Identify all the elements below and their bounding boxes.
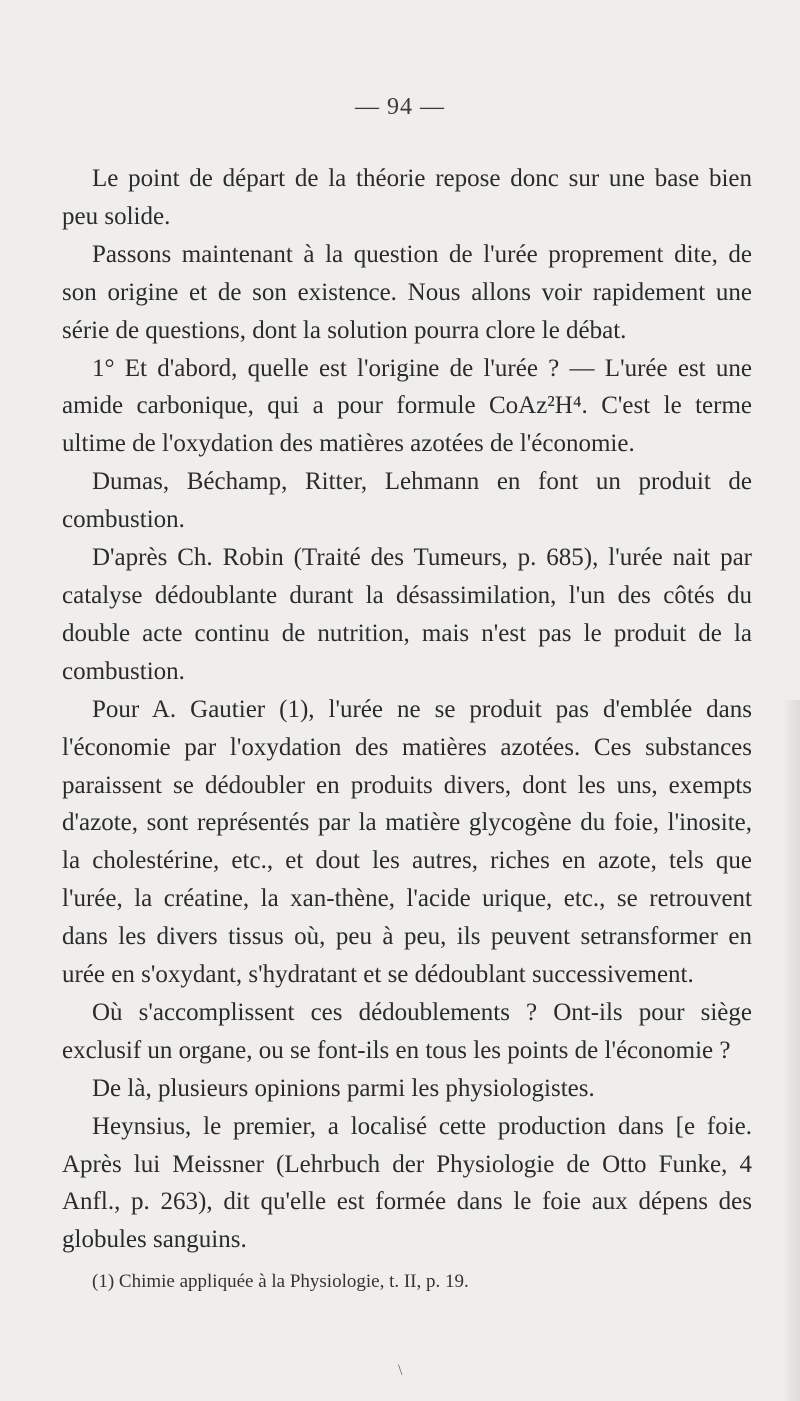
body-text (62, 160, 752, 1259)
paragraph: De là, plusieurs opinions parmi les physiologistes. (92, 1074, 595, 1102)
paragraph: D'après Ch. Robin (Traité des Tumeurs, p. 685), l'urée nait par catalyse dédoublante durant la désassimilation, l'un des côtés du double acte continu de nutrition, mais n'est pas le produit de la combustion. (62, 544, 752, 685)
page-body (62, 92, 752, 1295)
page-edge-shadow (782, 700, 800, 1401)
paragraph: Où s'accomplissent ces dédoublements ? Ont-ils pour siège exclusif un organe, ou se font-ils en tous les points de l'économie ? (62, 998, 752, 1064)
paragraph: Dumas, Béchamp, Ritter, Lehmann en font un produit de combustion. (62, 468, 752, 534)
stray-mark: \ (398, 1362, 403, 1379)
paragraph: Pour A. Gautier (1), l'urée ne se produit pas d'emblée dans l'économie par l'oxydation des matières azotées. Ces substances paraissent se dédoubler en produits divers, dont les uns, exempts d'azote, sont représentés par la matière glycogène du foie, l'inosite, la cholestérine, etc., et dout les autres, riches en azote, tels que l'urée, la créatine, la xan-thène, l'acide urique, etc., se retrouvent dans les divers tissus où, peu à peu, ils peuvent setransformer en urée en s'oxydant, s'hydratant et se dédoublant successivement. (62, 695, 752, 989)
paragraph: Heynsius, le premier, a localisé cette production dans [e foie. Après lui Meissner (Lehrbuch der Physiologie de Otto Funke, 4 Anfl., p. 263), dit qu'elle est formée dans le foie aux dépens des globules sanguins. (62, 1112, 752, 1254)
footnote: (1) Chimie appliquée à la Physiologie, t. II, p. 19. (92, 1271, 469, 1293)
page-number: — 94 — (355, 94, 445, 120)
paragraph: Le point de départ de la théorie repose donc sur une base bien peu solide. (62, 165, 752, 230)
paragraph: 1° Et d'abord, quelle est l'origine de l'urée ? — L'urée est une amide carbonique, qui a pour formule CoAz²H⁴. C'est le terme ultime de l'oxydation des matières azotées de l'économie. (62, 354, 752, 458)
paragraph: Passons maintenant à la question de l'urée proprement dite, de son origine et de son existence. Nous allons voir rapidement une série de questions, dont la solution pourra clore le débat. (62, 240, 752, 344)
